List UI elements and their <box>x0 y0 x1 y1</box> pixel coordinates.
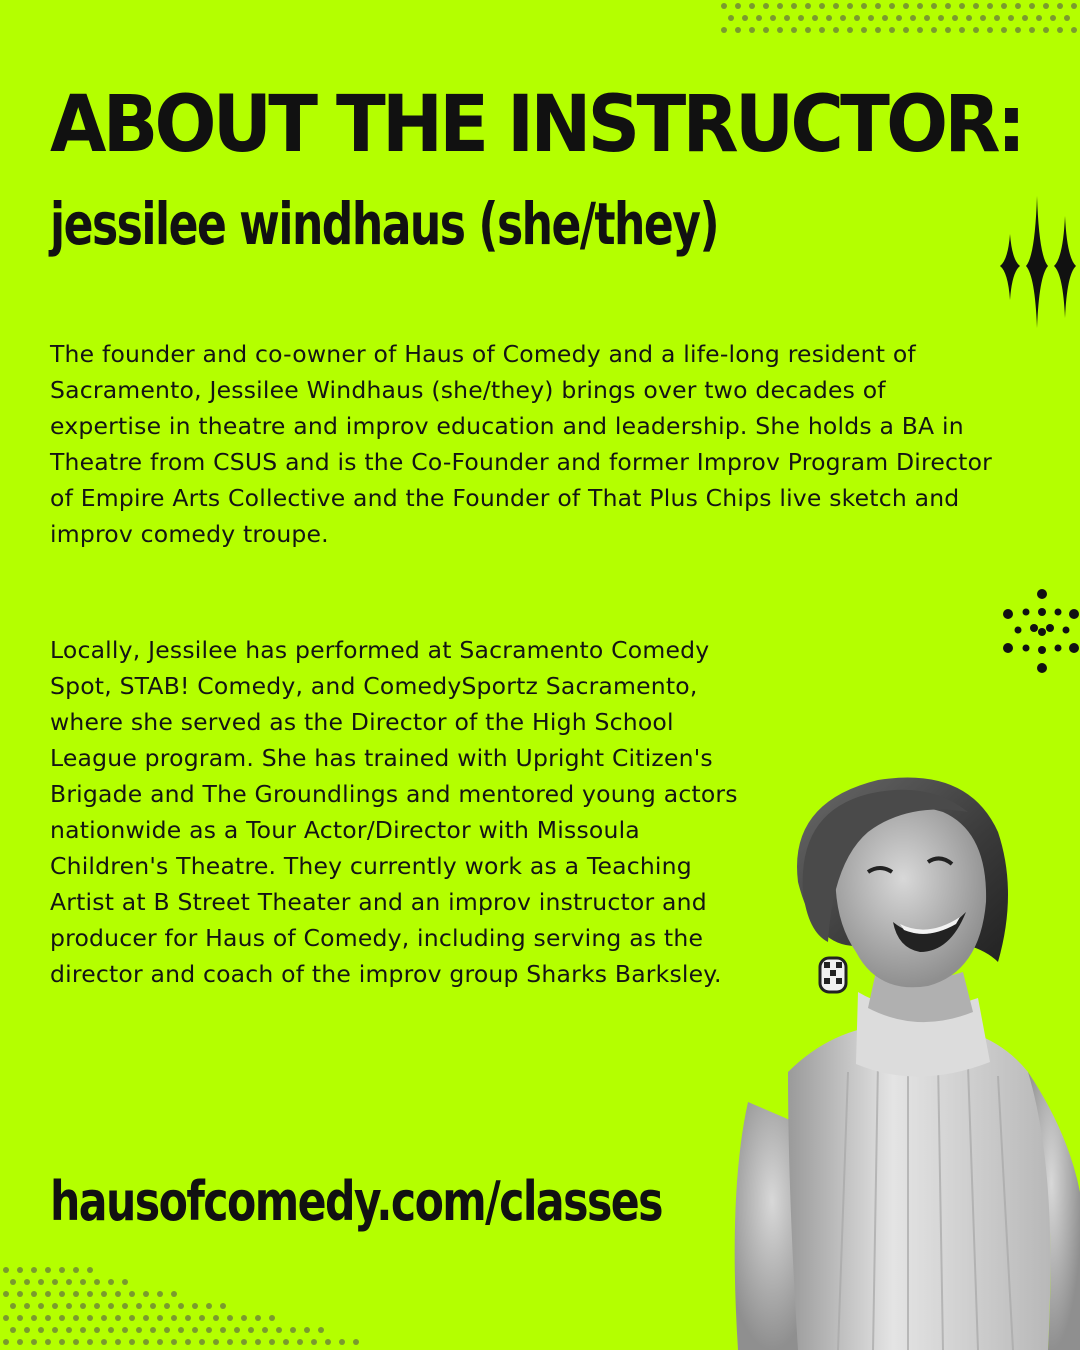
dot <box>87 1339 93 1345</box>
dot <box>917 27 923 33</box>
dot <box>10 1303 16 1309</box>
dot <box>122 1303 128 1309</box>
dot <box>903 3 909 9</box>
dot <box>17 1315 23 1321</box>
dot <box>1071 3 1077 9</box>
dot <box>185 1315 191 1321</box>
dot <box>325 1339 331 1345</box>
dot <box>101 1291 107 1297</box>
dot <box>94 1303 100 1309</box>
dot <box>59 1267 65 1273</box>
dot <box>31 1315 37 1321</box>
dot <box>66 1279 72 1285</box>
dot <box>73 1291 79 1297</box>
dot <box>749 3 755 9</box>
dot <box>987 3 993 9</box>
dot <box>917 3 923 9</box>
dot <box>255 1315 261 1321</box>
dot <box>805 27 811 33</box>
dot <box>304 1327 310 1333</box>
dot <box>87 1315 93 1321</box>
classes-link[interactable]: hausofcomedy.com/classes <box>50 1170 662 1233</box>
dot <box>973 27 979 33</box>
dot <box>805 3 811 9</box>
bio-paragraph-1: The founder and co-owner of Haus of Comedy and a life-long resident of Sacramento, Jessilee Windhaus (she/they) brings over two decades of expertise in theatre and improv education and leadership. She holds a BA in Theatre from CSUS and is the Co-Founder and former Improv Program Director of Empire Arts Collective and the Founder of That Plus Chips live sketch and improv comedy troupe. <box>50 340 993 548</box>
dot <box>213 1339 219 1345</box>
dot <box>1022 15 1028 21</box>
dot <box>80 1279 86 1285</box>
dot <box>143 1291 149 1297</box>
instructor-name: jessilee windhaus (she/they) <box>50 190 719 258</box>
dot <box>73 1339 79 1345</box>
dot <box>952 15 958 21</box>
dot <box>847 27 853 33</box>
dot <box>1043 27 1049 33</box>
dot <box>868 15 874 21</box>
dot <box>45 1339 51 1345</box>
dot <box>101 1339 107 1345</box>
dot <box>269 1315 275 1321</box>
dot <box>924 15 930 21</box>
dot <box>150 1303 156 1309</box>
dot <box>847 3 853 9</box>
dot <box>980 15 986 21</box>
dot <box>192 1327 198 1333</box>
dot <box>269 1339 275 1345</box>
dot <box>213 1315 219 1321</box>
dot <box>931 27 937 33</box>
dot <box>1015 3 1021 9</box>
dot <box>80 1303 86 1309</box>
dot <box>840 15 846 21</box>
dot <box>108 1279 114 1285</box>
dot <box>220 1303 226 1309</box>
dot <box>31 1291 37 1297</box>
dot <box>262 1327 268 1333</box>
dot <box>1029 27 1035 33</box>
dot <box>945 3 951 9</box>
dot <box>3 1315 9 1321</box>
dot <box>896 15 902 21</box>
dot <box>220 1327 226 1333</box>
dot <box>87 1291 93 1297</box>
dot <box>206 1327 212 1333</box>
dot <box>770 15 776 21</box>
dot <box>1008 15 1014 21</box>
dot <box>192 1303 198 1309</box>
dot <box>24 1279 30 1285</box>
dot <box>756 15 762 21</box>
dot <box>227 1315 233 1321</box>
dot-burst-icon <box>996 584 1080 680</box>
dot <box>45 1315 51 1321</box>
dot <box>283 1339 289 1345</box>
dot <box>24 1327 30 1333</box>
dot <box>3 1339 9 1345</box>
dot <box>122 1327 128 1333</box>
dot <box>241 1315 247 1321</box>
dot <box>353 1339 359 1345</box>
dot <box>777 3 783 9</box>
dot <box>38 1327 44 1333</box>
dot <box>812 15 818 21</box>
dot <box>798 15 804 21</box>
dot <box>178 1303 184 1309</box>
dot <box>966 15 972 21</box>
dot <box>66 1327 72 1333</box>
dot <box>17 1291 23 1297</box>
dot <box>833 3 839 9</box>
dot <box>742 15 748 21</box>
dot <box>854 15 860 21</box>
dot <box>199 1339 205 1345</box>
dot <box>959 27 965 33</box>
dot <box>73 1315 79 1321</box>
dot <box>861 27 867 33</box>
dot <box>185 1339 191 1345</box>
dot <box>178 1327 184 1333</box>
dot <box>17 1339 23 1345</box>
dot <box>122 1279 128 1285</box>
dot <box>255 1339 261 1345</box>
dot <box>959 3 965 9</box>
dot <box>94 1279 100 1285</box>
dot <box>763 27 769 33</box>
dot <box>1057 27 1063 33</box>
dot <box>1015 27 1021 33</box>
dot <box>157 1291 163 1297</box>
dot <box>910 15 916 21</box>
dot <box>234 1327 240 1333</box>
dot <box>80 1327 86 1333</box>
dot <box>735 3 741 9</box>
dot <box>297 1339 303 1345</box>
dot <box>1064 15 1070 21</box>
dot <box>164 1327 170 1333</box>
dot <box>199 1315 205 1321</box>
dot <box>17 1267 23 1273</box>
dot <box>227 1339 233 1345</box>
dot <box>157 1339 163 1345</box>
dot <box>206 1303 212 1309</box>
dot <box>164 1303 170 1309</box>
dot <box>108 1303 114 1309</box>
dot <box>52 1279 58 1285</box>
dot <box>1001 27 1007 33</box>
dot <box>791 3 797 9</box>
dot <box>1057 3 1063 9</box>
dot <box>143 1315 149 1321</box>
dot <box>31 1339 37 1345</box>
dot-pattern-bottom-icon <box>0 1262 380 1350</box>
dot <box>10 1327 16 1333</box>
dot <box>52 1327 58 1333</box>
dot <box>136 1303 142 1309</box>
dot <box>931 3 937 9</box>
dot <box>728 15 734 21</box>
dot <box>987 27 993 33</box>
dot <box>777 27 783 33</box>
dot <box>241 1339 247 1345</box>
dot <box>115 1315 121 1321</box>
dot <box>721 3 727 9</box>
dot <box>861 3 867 9</box>
dot <box>1043 3 1049 9</box>
dot <box>38 1279 44 1285</box>
dot <box>1001 3 1007 9</box>
dot <box>129 1315 135 1321</box>
dot <box>784 15 790 21</box>
dot <box>945 27 951 33</box>
dot <box>721 27 727 33</box>
dot <box>38 1303 44 1309</box>
dot <box>791 27 797 33</box>
dot <box>31 1267 37 1273</box>
dot <box>833 27 839 33</box>
dot <box>3 1291 9 1297</box>
dot <box>735 27 741 33</box>
dot <box>889 27 895 33</box>
dot <box>248 1327 254 1333</box>
dot <box>171 1339 177 1345</box>
dot <box>819 27 825 33</box>
dot <box>1036 15 1042 21</box>
dot <box>129 1339 135 1345</box>
dot <box>763 3 769 9</box>
dot <box>171 1315 177 1321</box>
bio-paragraph-2: Locally, Jessilee has performed at Sacramento Comedy Spot, STAB! Comedy, and ComedySportz Sacramento, where she served as the Director of the High School League program. She has trained with Upright Citizen's Brigade and The Groundlings and mentored young actors nationwide as a Tour Actor/Director with Missoula Children's Theatre. They currently work as a Teaching Artist at B Street Theater and an improv instructor and producer for Haus of Comedy, including serving as the director and coach of the improv group Sharks Barksley. <box>50 636 738 988</box>
dot <box>66 1303 72 1309</box>
dot <box>875 27 881 33</box>
dot <box>150 1327 156 1333</box>
dot <box>59 1339 65 1345</box>
dot <box>52 1303 58 1309</box>
dot <box>115 1339 121 1345</box>
dot <box>3 1267 9 1273</box>
dot <box>115 1291 121 1297</box>
dot <box>903 27 909 33</box>
dot <box>108 1327 114 1333</box>
dot <box>94 1327 100 1333</box>
instructor-photo <box>728 772 1080 1350</box>
dot <box>24 1303 30 1309</box>
dot <box>290 1327 296 1333</box>
dot <box>311 1339 317 1345</box>
dot <box>157 1315 163 1321</box>
dot <box>45 1291 51 1297</box>
sparkle-icon <box>996 196 1080 336</box>
dot <box>59 1291 65 1297</box>
dot <box>136 1327 142 1333</box>
dot <box>819 3 825 9</box>
dot <box>171 1291 177 1297</box>
dot <box>994 15 1000 21</box>
dot <box>45 1267 51 1273</box>
dot <box>101 1315 107 1321</box>
dot <box>87 1267 93 1273</box>
dot <box>276 1327 282 1333</box>
dot <box>73 1267 79 1273</box>
dot <box>826 15 832 21</box>
dot <box>10 1279 16 1285</box>
dot <box>318 1327 324 1333</box>
page-title: ABOUT THE INSTRUCTOR: <box>50 80 1023 170</box>
dot <box>889 3 895 9</box>
dot <box>1071 27 1077 33</box>
dot <box>59 1315 65 1321</box>
dot <box>143 1339 149 1345</box>
dot <box>1029 3 1035 9</box>
dot <box>882 15 888 21</box>
dot <box>875 3 881 9</box>
dot <box>339 1339 345 1345</box>
dot <box>938 15 944 21</box>
dot <box>129 1291 135 1297</box>
dot <box>749 27 755 33</box>
dot <box>1050 15 1056 21</box>
dot-pattern-top-icon <box>700 0 1080 40</box>
dot <box>973 3 979 9</box>
